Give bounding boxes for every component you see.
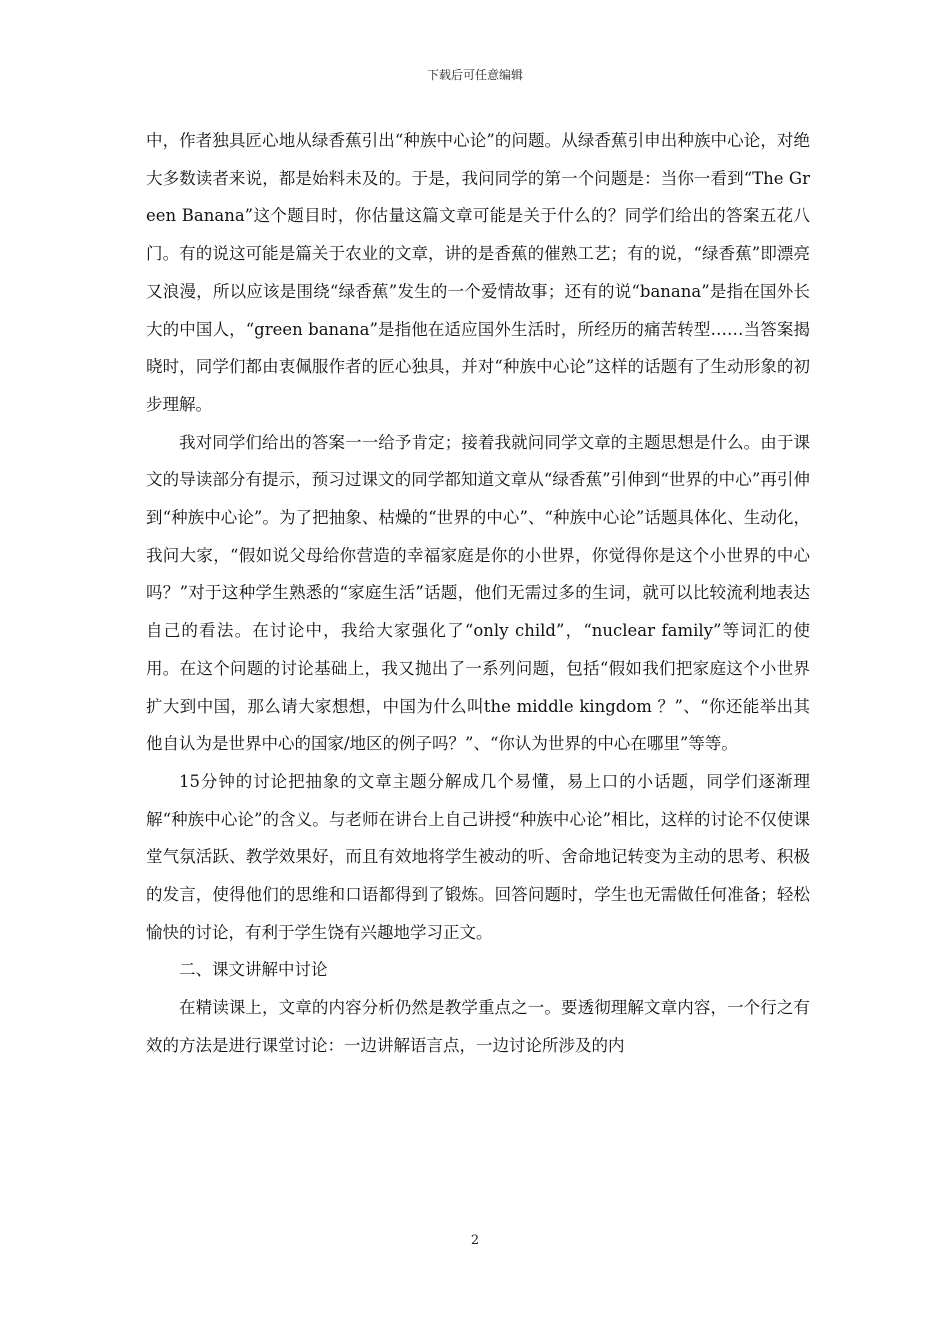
- paragraph-3: 15分钟的讨论把抽象的文章主题分解成几个易懂，易上口的小话题，同学们逐渐理解“种族中心论”的含义。与老师在讲台上自己讲授“种族中心论”相比，这样的讨论不仅使课堂气氛活跃、教学效果好，而且有效地将学生被动的听、舍命地记转变为主动的思考、积极的发言，使得他们的思维和口语都得到了锻炼。回答问题时，学生也无需做任何准备；轻松愉快的讨论，有利于学生饶有兴趣地学习正文。: [146, 771, 810, 942]
- section-heading: 二、课文讲解中讨论: [179, 960, 328, 980]
- document-body: [146, 122, 810, 1065]
- paragraph-2: 我对同学们给出的答案一一给予肯定；接着我就问同学文章的主题思想是什么。由于课文的导读部分有提示，预习过课文的同学都知道文章从“绿香蕉”引伸到“世界的中心”再引伸到“种族中心论”。为了把抽象、枯燥的“世界的中心”、“种族中心论”话题具体化、生动化，我问大家，“假如说父母给你营造的幸福家庭是你的小世界，你觉得你是这个小世界的中心吗？”对于这种学生熟悉的“家庭生活”话题，他们无需过多的生词，就可以比较流利地表达自己的看法。在讨论中，我给大家强化了“only child”，“nuclear family”等词汇的使用。在这个问题的讨论基础上，我又抛出了一系列问题，包括“假如我们把家庭这个小世界扩大到中国，那么请大家想想，中国为什么叫the middle kingdom ？”、“你还能举出其他自认为是世界中心的国家/地区的例子吗？”、“你认为世界的中心在哪里”等等。: [146, 432, 810, 754]
- paragraph-4: 在精读课上，文章的内容分析仍然是教学重点之一。要透彻理解文章内容，一个行之有效的方法是进行课堂讨论：一边讲解语言点，一边讨论所涉及的内: [146, 998, 810, 1055]
- page-number: 2: [470, 1233, 480, 1248]
- page-header: 下载后可任意编辑: [426, 68, 523, 82]
- paragraph-1: 中，作者独具匠心地从绿香蕉引出“种族中心论”的问题。从绿香蕉引申出种族中心论，对绝大多数读者来说，都是始料未及的。于是，我问同学的第一个问题是：当你一看到“The Green Banana”这个题目时，你估量这篇文章可能是关于什么的？同学们给出的答案五花八门。有的说这可能是篇关于农业的文章，讲的是香蕉的催熟工艺；有的说，“绿香蕉”即漂亮又浪漫，所以应该是围绕“绿香蕉”发生的一个爱情故事；还有的说“banana”是指在国外长大的中国人，“green banana”是指他在适应国外生活时，所经历的痛苦转型……当答案揭晓时，同学们都由衷佩服作者的匠心独具，并对“种族中心论”这样的话题有了生动形象的初步理解。: [146, 131, 810, 414]
